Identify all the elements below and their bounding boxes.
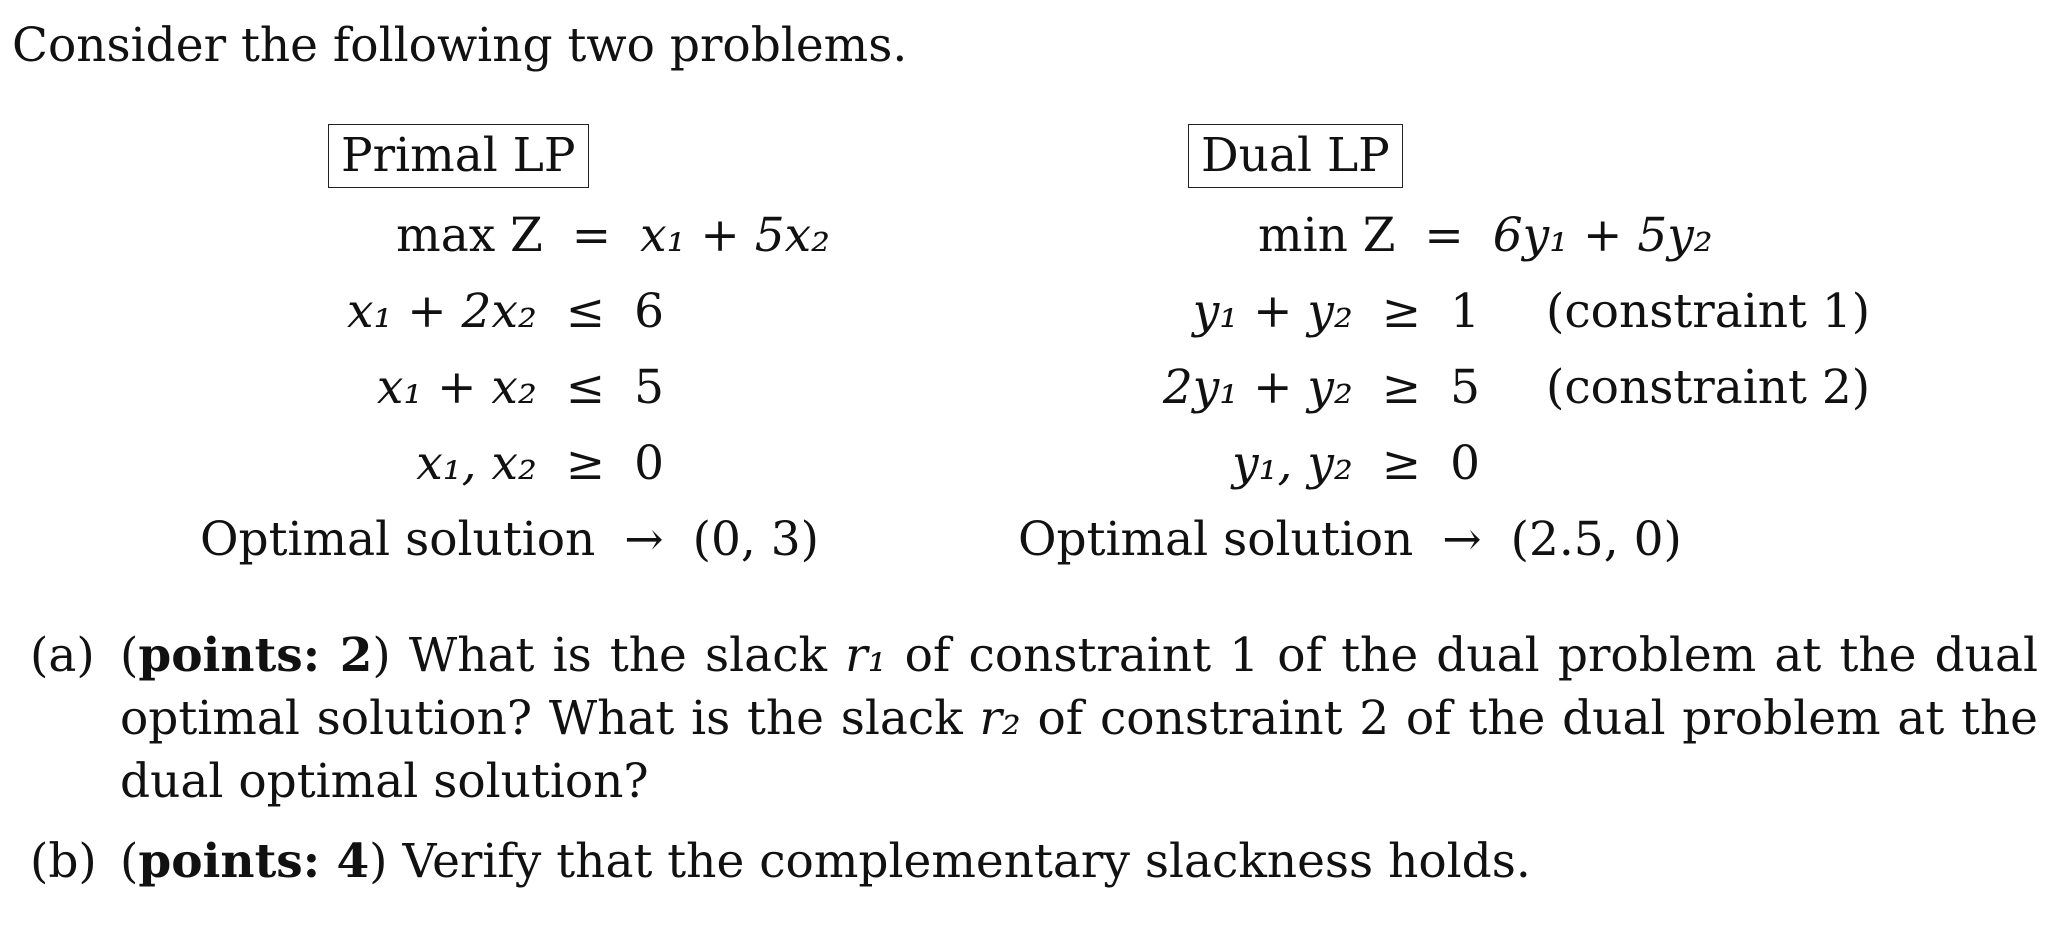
primal-nonnegativity-lhs: x₁, x₂: [416, 436, 537, 491]
question-a-points-close: ): [372, 628, 391, 683]
dual-constraint-1: [1193, 282, 1480, 342]
primal-constraint-1-rhs: 6: [634, 284, 664, 339]
primal-lp-title: Primal LP: [328, 124, 589, 188]
question-b-points-close: ): [369, 834, 388, 889]
slack-r1: r₁: [845, 628, 887, 683]
dual-constraint-2-note: (constraint 2): [1546, 360, 1871, 415]
question-b-text-1: Verify that the complementary slackness holds.: [387, 834, 1531, 889]
dual-optimal-value: (2.5, 0): [1510, 512, 1682, 567]
dual-nonnegativity-lhs: y₁, y₂: [1232, 436, 1353, 491]
question-b-label: (b): [30, 834, 97, 889]
question-a-text-2: of constraint 1 of the dual problem at the dual optimal solution? What is the slack: [120, 628, 2039, 746]
primal-objective: [396, 206, 830, 266]
dual-constraint-1-note: (constraint 1): [1546, 284, 1871, 339]
dual-nonnegativity-rhs: 0: [1450, 436, 1480, 491]
dual-constraint-2-relation: ≥: [1381, 360, 1422, 415]
dual-objective: [1258, 206, 1713, 266]
primal-constraint-2-rhs: 5: [634, 360, 664, 415]
primal-constraint-2: [377, 358, 664, 418]
question-b-points-open: (: [120, 834, 139, 889]
dual-constraint-1-lhs: y₁ + y₂: [1192, 284, 1353, 339]
dual-constraint-2-rhs: 5: [1450, 360, 1480, 415]
slack-r2: r₂: [979, 691, 1021, 746]
dual-objective-expression: 6y₁ + 5y₂: [1492, 208, 1713, 263]
dual-objective-prefix: min Z: [1258, 208, 1396, 263]
question-a-text-1: What is the slack: [390, 628, 846, 683]
primal-optimal-value: (0, 3): [692, 512, 819, 567]
primal-constraint-2-lhs: x₁ + x₂: [376, 360, 537, 415]
primal-constraint-1: [347, 282, 664, 342]
question-b-text: [120, 830, 2038, 893]
question-b-points: points: 4: [138, 834, 370, 889]
question-a-text: [120, 624, 2038, 813]
primal-objective-expression: x₁ + 5x₂: [640, 208, 830, 263]
primal-constraint-2-relation: ≤: [565, 360, 606, 415]
dual-lp-title: Dual LP: [1188, 124, 1403, 188]
question-a-text-3: of constraint 2 of the dual problem at the dual optimal solution?: [120, 691, 2038, 809]
primal-constraint-1-lhs: x₁ + 2x₂: [346, 284, 537, 339]
dual-constraint-1-relation: ≥: [1381, 284, 1422, 339]
dual-nonnegativity-relation: ≥: [1381, 436, 1422, 491]
dual-objective-relation: =: [1424, 208, 1464, 263]
dual-optimal-label: Optimal solution: [1018, 512, 1414, 567]
primal-nonnegativity: [416, 434, 664, 494]
arrow-right-icon: →: [1442, 512, 1482, 567]
question-a-label: (a): [30, 628, 95, 683]
dual-constraint-2: [1163, 358, 1480, 418]
arrow-right-icon: →: [624, 512, 664, 567]
dual-optimal-solution: [1018, 510, 1682, 570]
primal-constraint-1-relation: ≤: [565, 284, 606, 339]
primal-nonnegativity-relation: ≥: [565, 436, 606, 491]
intro-text: Consider the following two problems.: [12, 18, 908, 73]
primal-nonnegativity-rhs: 0: [634, 436, 664, 491]
question-a-points: points: 2: [138, 628, 373, 683]
primal-optimal-label: Optimal solution: [200, 512, 596, 567]
primal-optimal-solution: [200, 510, 819, 570]
primal-objective-prefix: max Z: [396, 208, 543, 263]
dual-nonnegativity: [1232, 434, 1480, 494]
primal-objective-relation: =: [571, 208, 612, 263]
dual-constraint-2-lhs: 2y₁ + y₂: [1162, 360, 1353, 415]
question-a-points-open: (: [120, 628, 139, 683]
dual-constraint-1-rhs: 1: [1450, 284, 1480, 339]
